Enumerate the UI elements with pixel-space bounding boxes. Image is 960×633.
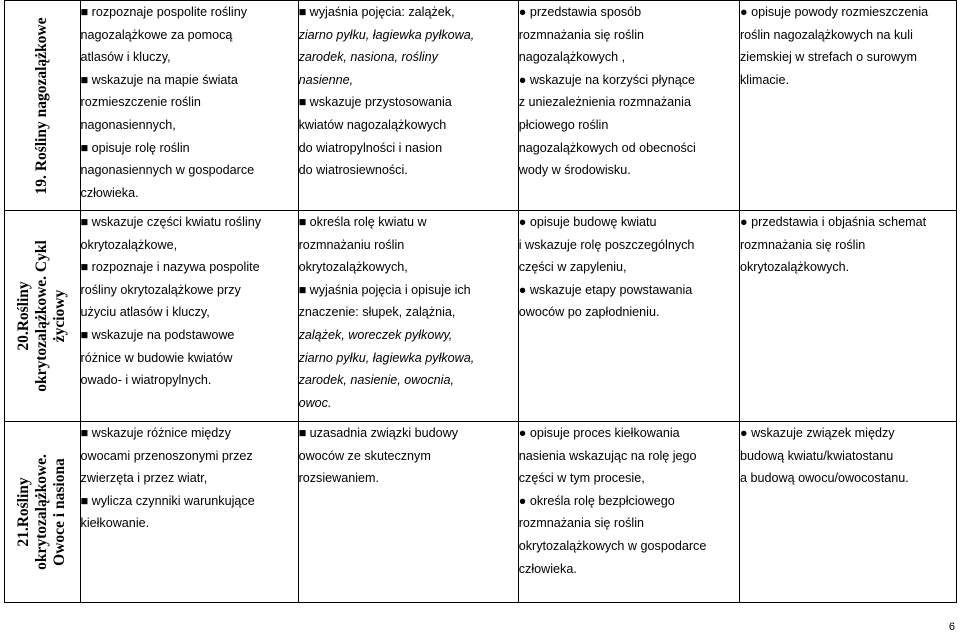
requirement-line: ■ wskazuje przystosowania bbox=[298, 95, 452, 110]
topic-cell bbox=[5, 1, 81, 211]
requirement-line: okrytozalążkowych w gospodarce bbox=[518, 538, 707, 553]
requirement-line: rozmnażania się roślin bbox=[518, 516, 645, 531]
requirement-line: okrytozalążkowe, bbox=[80, 237, 178, 252]
requirement-line: rośliny okrytozalążkowe przy bbox=[80, 282, 241, 297]
requirement-line: klimacie. bbox=[739, 72, 789, 87]
requirements-supplementary-cell bbox=[518, 1, 739, 211]
requirement-line: nagonasiennych, bbox=[80, 117, 176, 132]
requirement-line: nagonasiennych w gospodarce bbox=[80, 163, 255, 178]
requirements-advanced-cell bbox=[739, 422, 956, 603]
requirement-line: kiełkowanie. bbox=[80, 516, 150, 531]
requirement-line: z uniezależnienia rozmnażania bbox=[518, 95, 691, 110]
requirement-line: ● określa rolę bezpłciowego bbox=[518, 493, 675, 508]
requirement-line: zalążek, woreczek pyłkowy, bbox=[298, 327, 453, 342]
requirement-line: rozsiewaniem. bbox=[298, 471, 380, 486]
requirement-line: znaczenie: słupek, zalążnia, bbox=[298, 305, 456, 320]
topic-cell bbox=[5, 422, 81, 603]
requirement-line: atlasów i kluczy, bbox=[80, 50, 171, 65]
requirements-extended-cell bbox=[298, 422, 518, 603]
requirement-line: człowieka. bbox=[518, 561, 577, 576]
requirements-supplementary-cell bbox=[518, 211, 739, 422]
requirement-line: okrytozalążkowych, bbox=[298, 260, 408, 275]
requirement-line: ● wskazuje związek między bbox=[739, 426, 895, 440]
requirement-line: ● wskazuje etapy powstawania bbox=[518, 282, 693, 297]
requirement-line: i wskazuje rolę poszczególnych bbox=[518, 237, 695, 252]
requirement-line: ● wskazuje na korzyści płynące bbox=[518, 72, 696, 87]
requirements-supplementary-cell bbox=[518, 422, 739, 603]
requirement-line: użyciu atlasów i kluczy, bbox=[80, 305, 210, 320]
requirement-line: ● opisuje proces kiełkowania bbox=[518, 426, 680, 440]
requirement-line: rozmnażania się roślin bbox=[739, 237, 866, 252]
requirement-line: ■ rozpoznaje i nazywa pospolite bbox=[80, 260, 260, 275]
requirement-line: rozmieszczenie roślin bbox=[80, 95, 201, 110]
requirement-line: owoc. bbox=[298, 395, 332, 410]
requirement-line: części w zapyleniu, bbox=[518, 260, 627, 275]
requirement-line: ■ wskazuje różnice między bbox=[80, 426, 231, 440]
topic-title: 21.Rośliny okrytozalążkowe. Owoce i nasiona bbox=[15, 454, 69, 570]
requirement-line: budową kwiatu/kwiatostanu bbox=[739, 448, 894, 463]
requirement-line: a budową owocu/owocostanu. bbox=[739, 471, 909, 486]
requirement-line: ■ opisuje rolę roślin bbox=[80, 140, 190, 155]
requirement-line: ■ wyjaśnia pojęcia: zalążek, bbox=[298, 5, 455, 19]
requirements-extended-cell bbox=[298, 1, 518, 211]
requirements-basic-cell bbox=[80, 422, 298, 603]
table-row bbox=[5, 1, 957, 211]
requirement-line: ■ wskazuje na mapie świata bbox=[80, 72, 238, 87]
requirement-line: do wiatrosiewności. bbox=[298, 163, 408, 178]
requirement-line: płciowego roślin bbox=[518, 117, 609, 132]
requirements-basic-cell bbox=[80, 211, 298, 422]
requirement-line: ● przedstawia i objaśnia schemat bbox=[739, 215, 927, 229]
requirement-line: kwiatów nagozalążkowych bbox=[298, 117, 447, 132]
requirement-line: rozmnażaniu roślin bbox=[298, 237, 405, 252]
requirement-line: nagozalążkowych , bbox=[518, 50, 626, 65]
requirement-line: ■ wskazuje części kwiatu rośliny bbox=[80, 215, 261, 229]
page-number: 6 bbox=[948, 621, 955, 633]
requirement-line: nasienia wskazując na rolę jego bbox=[518, 448, 697, 463]
requirement-line: ■ wylicza czynniki warunkujące bbox=[80, 493, 255, 508]
requirement-line: wody w środowisku. bbox=[518, 163, 631, 178]
requirement-line: części w tym procesie, bbox=[518, 471, 645, 486]
requirement-line: owoców ze skutecznym bbox=[298, 448, 431, 463]
requirement-line: ■ wyjaśnia pojęcia i opisuje ich bbox=[298, 282, 471, 297]
requirement-line: nasienne, bbox=[298, 72, 354, 87]
table-row bbox=[5, 211, 957, 422]
requirement-line: ■ uzasadnia związki budowy bbox=[298, 426, 459, 440]
requirements-advanced-cell bbox=[739, 211, 956, 422]
requirement-line: ■ wskazuje na podstawowe bbox=[80, 327, 235, 342]
requirement-line: owado- i wiatropylnych. bbox=[80, 373, 212, 388]
requirement-line: ● opisuje powody rozmieszczenia bbox=[739, 5, 929, 19]
topic-cell bbox=[5, 211, 81, 422]
requirement-line: zarodek, nasienie, owocnia, bbox=[298, 373, 454, 388]
requirements-advanced-cell bbox=[739, 1, 956, 211]
requirement-line: zarodek, nasiona, rośliny bbox=[298, 50, 438, 65]
requirement-line: ziarno pyłku, łagiewka pyłkowa, bbox=[298, 350, 475, 365]
table-row bbox=[5, 422, 957, 603]
requirement-line: ● przedstawia sposób bbox=[518, 5, 642, 19]
requirement-line: owocami przenoszonymi przez bbox=[80, 448, 253, 463]
requirement-line: do wiatropylności i nasion bbox=[298, 140, 443, 155]
requirement-line: ■ rozpoznaje pospolite rośliny bbox=[80, 5, 248, 19]
requirement-line: ziemskiej w strefach o surowym bbox=[739, 50, 918, 65]
topic-title: 19. Rośliny nagozalążkowe bbox=[33, 17, 51, 194]
requirements-extended-cell bbox=[298, 211, 518, 422]
requirement-line: nagozalążkowe za pomocą bbox=[80, 27, 233, 42]
requirement-line: ■ określa rolę kwiatu w bbox=[298, 215, 427, 229]
requirements-basic-cell bbox=[80, 1, 298, 211]
requirement-line: rozmnażania się roślin bbox=[518, 27, 645, 42]
requirement-line: nagozalążkowych od obecności bbox=[518, 140, 696, 155]
requirement-line: owoców po zapłodnieniu. bbox=[518, 305, 660, 320]
requirement-line: roślin nagozalążkowych na kuli bbox=[739, 27, 913, 42]
requirement-line: zwierzęta i przez wiatr, bbox=[80, 471, 208, 486]
requirement-line: ziarno pyłku, łagiewka pyłkowa, bbox=[298, 27, 475, 42]
requirement-line: człowieka. bbox=[80, 185, 139, 200]
requirement-line: różnice w budowie kwiatów bbox=[80, 350, 233, 365]
requirement-line: okrytozalążkowych. bbox=[739, 260, 850, 275]
curriculum-table bbox=[4, 0, 957, 603]
requirement-line: ● opisuje budowę kwiatu bbox=[518, 215, 657, 229]
topic-title: 20.Rośliny okrytozalążkowe. Cykl życiowy bbox=[15, 240, 69, 392]
